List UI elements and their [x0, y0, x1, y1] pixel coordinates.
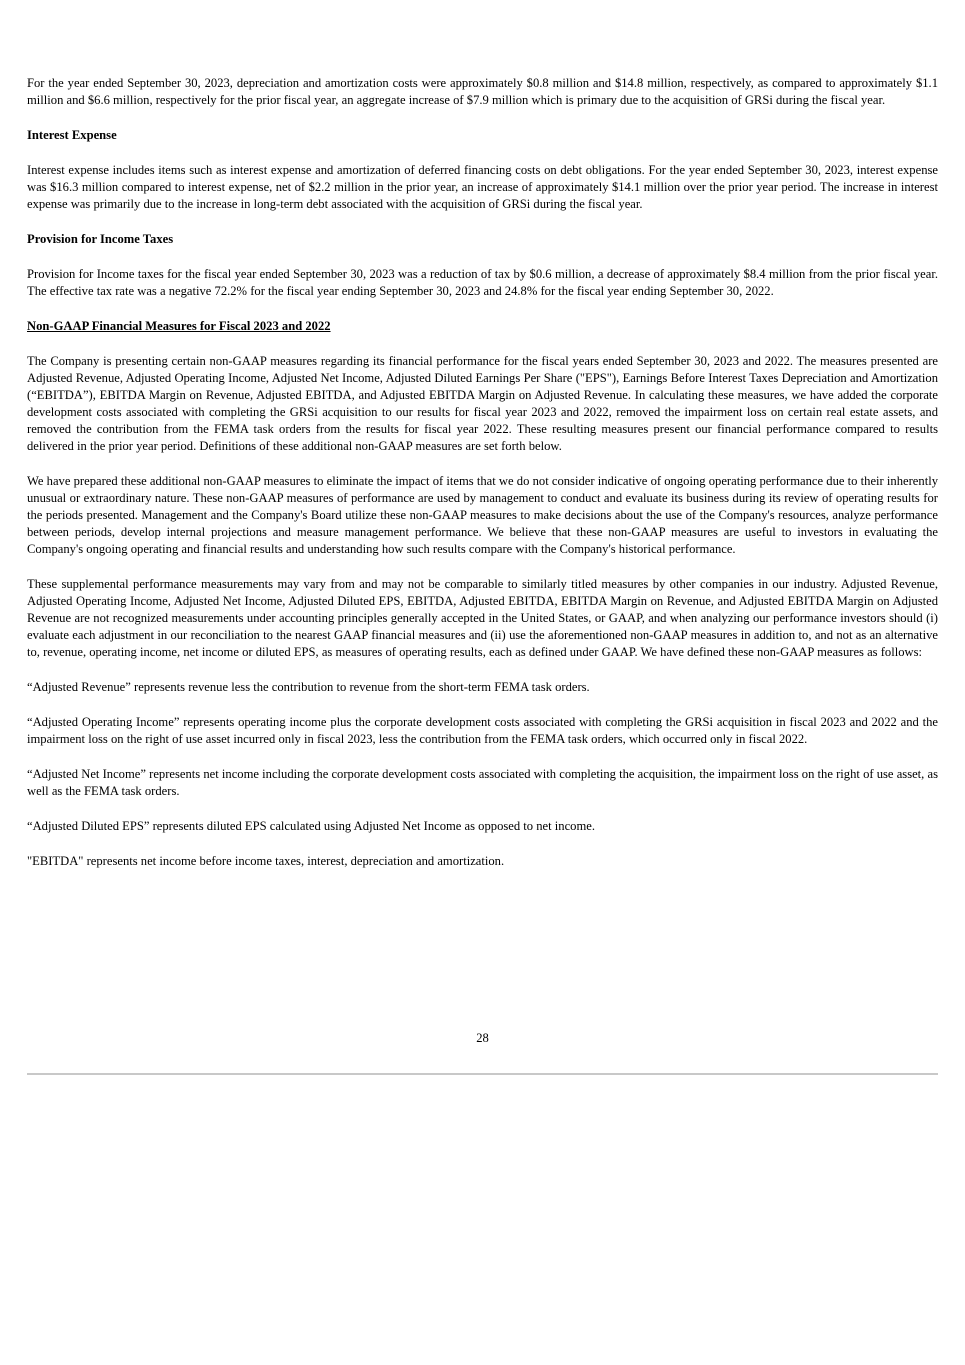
- document-page: [27, 75, 938, 888]
- definition-adjusted-diluted-eps: “Adjusted Diluted EPS” represents diluted EPS calculated using Adjusted Net Income as opposed to net income.: [27, 819, 596, 833]
- heading-interest-expense: Interest Expense: [27, 128, 117, 142]
- heading-income-taxes: Provision for Income Taxes: [27, 232, 174, 246]
- page-number: 28: [476, 1031, 489, 1045]
- definition-adjusted-revenue: “Adjusted Revenue” represents revenue less the contribution to revenue from the short-term FEMA task orders.: [27, 680, 590, 694]
- page-divider: [27, 1073, 938, 1075]
- paragraph-non-gaap-intro: The Company is presenting certain non-GAAP measures regarding its financial performance for the fiscal years ended September 30, 2023 and 2022. The measures presented are Adjusted Revenue, Adjusted Operating Income, Adjusted Net Income, Adjusted Diluted Earnings Per Share ("EPS"), Earnings Before Interest Taxes Depreciation and Amortization (“EBITDA”), EBITDA Margin on Revenue, Adjusted EBITDA, and Adjusted EBITDA Margin on Adjusted Revenue. In calculating these measures, we have added the corporate development costs associated with completing the GRSi acquisition to our results for fiscal year 2023 and 2022, removed the impairment loss on certain real estate assets, and removed the contribution from the FEMA task orders from the results for fiscal year 2022. These resulting measures present our financial performance compared to results delivered in the prior year period. Definitions of these additional non-GAAP measures are set forth below.: [27, 354, 938, 453]
- paragraph-non-gaap-purpose: We have prepared these additional non-GAAP measures to eliminate the impact of items that we do not consider indicative of ongoing operating performance due to their inherently unusual or extraordinary nature. These non-GAAP measures of performance are used by management to conduct and evaluate its business during its review of operating results for the periods presented. Management and the Company's Board utilize these non-GAAP measures to make decisions about the use of the Company's resources, analyze performance between periods, develop internal projections and measure management performance. We believe that these non-GAAP measures are useful to investors in evaluating the Company's ongoing operating and financial results and understanding how such results compare with the Company's historical performance.: [27, 474, 938, 556]
- paragraph-depreciation: For the year ended September 30, 2023, depreciation and amortization costs were approximately $0.8 million and $14.8 million, respectively, as compared to approximately $1.1 million and $6.6 million, respectively for the prior fiscal year, an aggregate increase of $7.9 million which is primary due to the acquisition of GRSi during the fiscal year.: [27, 76, 938, 107]
- definition-ebitda: "EBITDA" represents net income before income taxes, interest, depreciation and amortization.: [27, 854, 505, 868]
- paragraph-non-gaap-comparability: These supplemental performance measurements may vary from and may not be comparable to similarly titled measures by other companies in our industry. Adjusted Revenue, Adjusted Operating Income, Adjusted Net Income, Adjusted Diluted EPS, EBITDA, Adjusted EBITDA, EBITDA Margin on Revenue, and Adjusted EBITDA Margin on Adjusted Revenue are not recognized measurements under accounting principles generally accepted in the United States, or GAAP, and when analyzing our performance investors should (i) evaluate each adjustment in our reconciliation to the nearest GAAP financial measures and (ii) use the aforementioned non-GAAP measures in addition to, and not as an alternative to, revenue, operating income, net income or diluted EPS, as measures of operating results, each as defined under GAAP. We have defined these non-GAAP measures as follows:: [27, 577, 938, 659]
- paragraph-interest-expense: Interest expense includes items such as interest expense and amortization of deferred financing costs on debt obligations. For the year ended September 30, 2023, interest expense was $16.3 million compared to interest expense, net of $2.2 million in the prior year, an increase of approximately $14.1 million over the prior year period. The increase in interest expense was primarily due to the increase in long-term debt associated with the acquisition of GRSi during the fiscal year.: [27, 163, 938, 211]
- definition-adjusted-operating-income: “Adjusted Operating Income” represents operating income plus the corporate development costs associated with completing the GRSi acquisition in fiscal 2023 and 2022 and the impairment loss on the right of use asset incurred only in fiscal 2023, less the contribution from the FEMA task orders, which occurred only in fiscal 2022.: [27, 715, 938, 746]
- paragraph-income-taxes: Provision for Income taxes for the fiscal year ended September 30, 2023 was a reduction of tax by $0.6 million, a decrease of approximately $8.4 million from the prior fiscal year. The effective tax rate was a negative 72.2% for the fiscal year ending September 30, 2023 and 24.8% for the fiscal year ending September 30, 2022.: [27, 267, 938, 298]
- heading-non-gaap: Non-GAAP Financial Measures for Fiscal 2023 and 2022: [27, 319, 331, 333]
- definition-adjusted-net-income: “Adjusted Net Income” represents net income including the corporate development costs associated with completing the acquisition, the impairment loss on the right of use asset, as well as the FEMA task orders.: [27, 767, 938, 798]
